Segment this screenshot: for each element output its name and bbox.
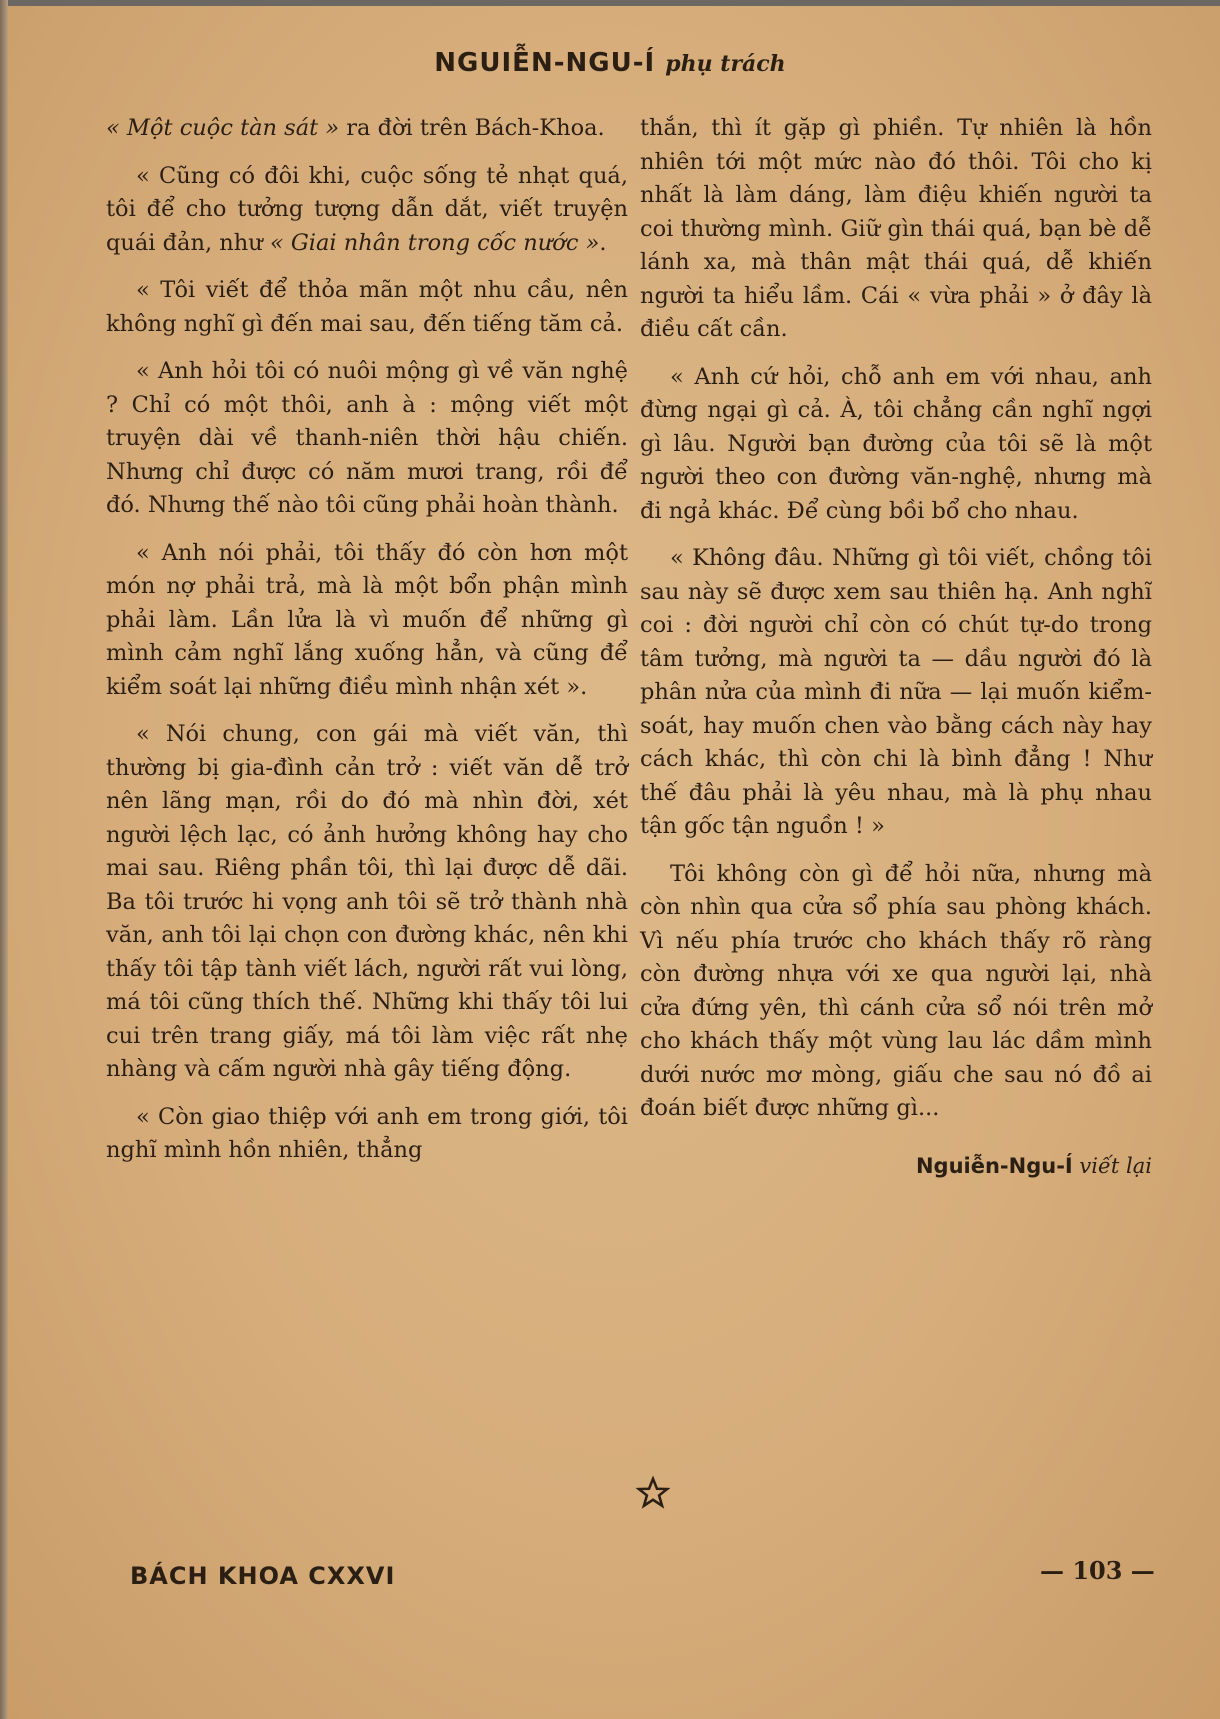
signature (640, 1150, 1152, 1184)
paragraph (106, 112, 628, 146)
right-column (640, 112, 1152, 1183)
page-number: — 103 — (1040, 1556, 1155, 1585)
header-author: NGUIỄN-NGU-Í (434, 48, 656, 78)
paragraph (106, 160, 628, 261)
paragraph: Tôi không còn gì để hỏi nữa, nhưng mà còn nhìn qua cửa sổ phía sau phòng khách. Vì nếu phía trước cho khách thấy rõ ràng còn đường nhựa với xe qua người lại, nhà cửa đứng yên, thì cánh cửa sổ nói trên mở cho khách thấy một vùng lau lác dầm mình dưới nước mơ mòng, giấu che sau nó đồ ai đoán biết được những gì... (640, 860, 1152, 1121)
paragraph: « Không đâu. Những gì tôi viết, chồng tôi sau này sẽ được xem sau thiên hạ. Anh nghĩ coi : đời người chỉ còn có chút tự-do trong tâm tưởng, mà người ta — dầu người đó là phân nửa của mình đi nữa — lại muốn kiểm-soát, hay muốn chen vào bằng cách này hay cách khác, thì còn chi là bình đẳng ! Như thế đâu phải là yêu nhau, mà là phụ nhau tận gốc tận nguồn ! » (640, 545, 1152, 839)
page-edge (0, 0, 8, 1719)
page-header (0, 48, 1220, 78)
signature-role: viết lại (1072, 1153, 1152, 1178)
paragraph: « Tôi viết để thỏa mãn một nhu cầu, nên không nghĩ gì đến mai sau, đến tiếng tăm cả. (106, 277, 628, 337)
star-icon (636, 1476, 670, 1510)
magazine-issue: BÁCH KHOA CXXVI (130, 1562, 396, 1590)
story-title: « Một cuộc tàn sát » (106, 115, 340, 141)
paragraph: « Anh hỏi tôi có nuôi mộng gì về văn nghệ ? Chỉ có một thôi, anh à : mộng viết một truyện dài về thanh-niên thời hậu chiến. Nhưng chỉ được có năm mươi trang, rồi để đó. Nhưng thế nào tôi cũng phải hoàn thành. (106, 358, 628, 518)
signature-name: Nguiễn-Ngu-Í (915, 1153, 1073, 1178)
left-column (106, 112, 628, 1182)
paragraph-text: . (599, 229, 607, 256)
top-border (0, 0, 1220, 6)
paragraph-text: « Cũng có đôi khi, cuộc sống tẻ nhạt quá, tôi để cho tưởng tượng dẫn dắt, viết truyện quái đản, như (106, 162, 628, 256)
story-title: « Giai nhân trong cốc nước » (269, 229, 600, 256)
header-role: phụ trách (665, 51, 786, 77)
paragraph: « Nói chung, con gái mà viết văn, thì thường bị gia-đình cản trở : viết văn dễ trở nên lãng mạn, rồi do đó mà nhìn đời, xét người lệch lạc, có ảnh hưởng không hay cho mai sau. Riêng phần tôi, thì lại được dễ dãi. Ba tôi trước hi vọng anh tôi sẽ trở thành nhà văn, anh tôi lại chọn con đường khác, nên khi thấy tôi tập tành viết lách, người rất vui lòng, má tôi cũng thích thế. Những khi thấy tôi lui cui trên trang giấy, má tôi làm việc rất nhẹ nhàng và cấm người nhà gây tiếng động. (106, 721, 628, 1082)
paragraph: « Anh cứ hỏi, chỗ anh em với nhau, anh đừng ngại gì cả. À, tôi chẳng cần nghĩ ngợi gì lâu. Người bạn đường của tôi sẽ là một người theo con đường văn-nghệ, nhưng mà đi ngả khác. Để cùng bồi bổ cho nhau. (640, 363, 1152, 524)
paragraph-text: ra đời trên Bách-Khoa. (339, 115, 605, 141)
paragraph: « Anh nói phải, tôi thấy đó còn hơn một món nợ phải trả, mà là một bổn phận mình phải làm. Lần lửa là vì muốn để những gì mình cảm nghĩ lắng xuống hẳn, và cũng để kiểm soát lại những điều mình nhận xét ». (106, 539, 628, 700)
paragraph: « Còn giao thiệp với anh em trong giới, tôi nghĩ mình hồn nhiên, thẳng (106, 1103, 628, 1163)
paragraph: thắn, thì ít gặp gì phiền. Tự nhiên là hồn nhiên tới một mức nào đó thôi. Tôi cho kị nhất là làm dáng, làm điệu khiến người ta coi thường mình. Giữ gìn thái quá, bạn bè dễ lánh xa, mà thân mật thái quá, dễ khiến người ta hiểu lầm. Cái « vừa phải » ở đây là điều cất cần. (640, 115, 1152, 342)
